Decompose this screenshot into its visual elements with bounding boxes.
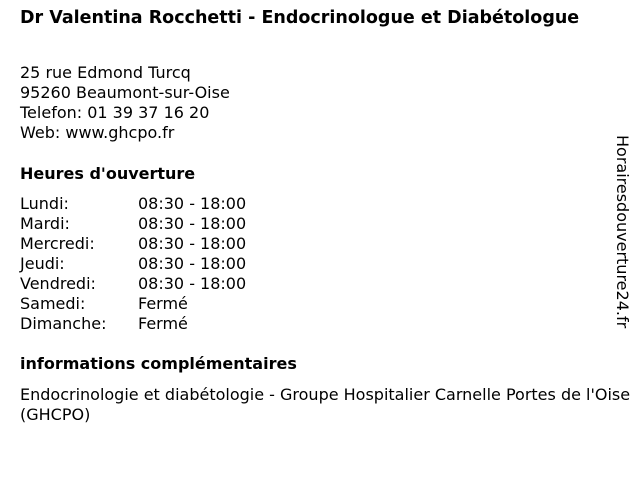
time-value: 08:30 - 18:00 (138, 274, 247, 293)
day-label: Vendredi: (20, 274, 96, 293)
day-label: Samedi: (20, 294, 86, 313)
city-postal: 95260 Beaumont-sur-Oise (20, 83, 230, 102)
info-description: Endocrinologie et diabétologie - Groupe Hospitalier Carnelle Portes de l'Oise (GHCPO) (20, 385, 631, 424)
day-label: Mardi: (20, 214, 70, 233)
day-label: Jeudi: (20, 254, 65, 273)
website: Web: www.ghcpo.fr (20, 123, 175, 142)
time-value: 08:30 - 18:00 (138, 194, 247, 213)
site-watermark: Horairesdouverture24.fr (613, 135, 632, 329)
hours-row-wednesday (20, 234, 246, 254)
info-heading: informations complémentaires (20, 354, 297, 373)
hours-row-sunday (20, 314, 246, 334)
hours-table (20, 194, 246, 334)
time-value: 08:30 - 18:00 (138, 214, 247, 233)
street-address: 25 rue Edmond Turcq (20, 63, 191, 82)
hours-row-saturday (20, 294, 246, 314)
hours-row-thursday (20, 254, 246, 274)
day-label: Dimanche: (20, 314, 107, 333)
phone-number: Telefon: 01 39 37 16 20 (20, 103, 210, 122)
day-label: Lundi: (20, 194, 69, 213)
day-label: Mercredi: (20, 234, 95, 253)
page-title: Dr Valentina Rocchetti - Endocrinologue et Diabétologue (20, 8, 580, 28)
time-value: 08:30 - 18:00 (138, 254, 247, 273)
time-value: Fermé (138, 314, 188, 333)
address-block (20, 63, 230, 143)
time-value: Fermé (138, 294, 188, 313)
time-value: 08:30 - 18:00 (138, 234, 247, 253)
hours-row-monday (20, 194, 246, 214)
hours-heading: Heures d'ouverture (20, 164, 196, 183)
hours-row-tuesday (20, 214, 246, 234)
hours-row-friday (20, 274, 246, 294)
